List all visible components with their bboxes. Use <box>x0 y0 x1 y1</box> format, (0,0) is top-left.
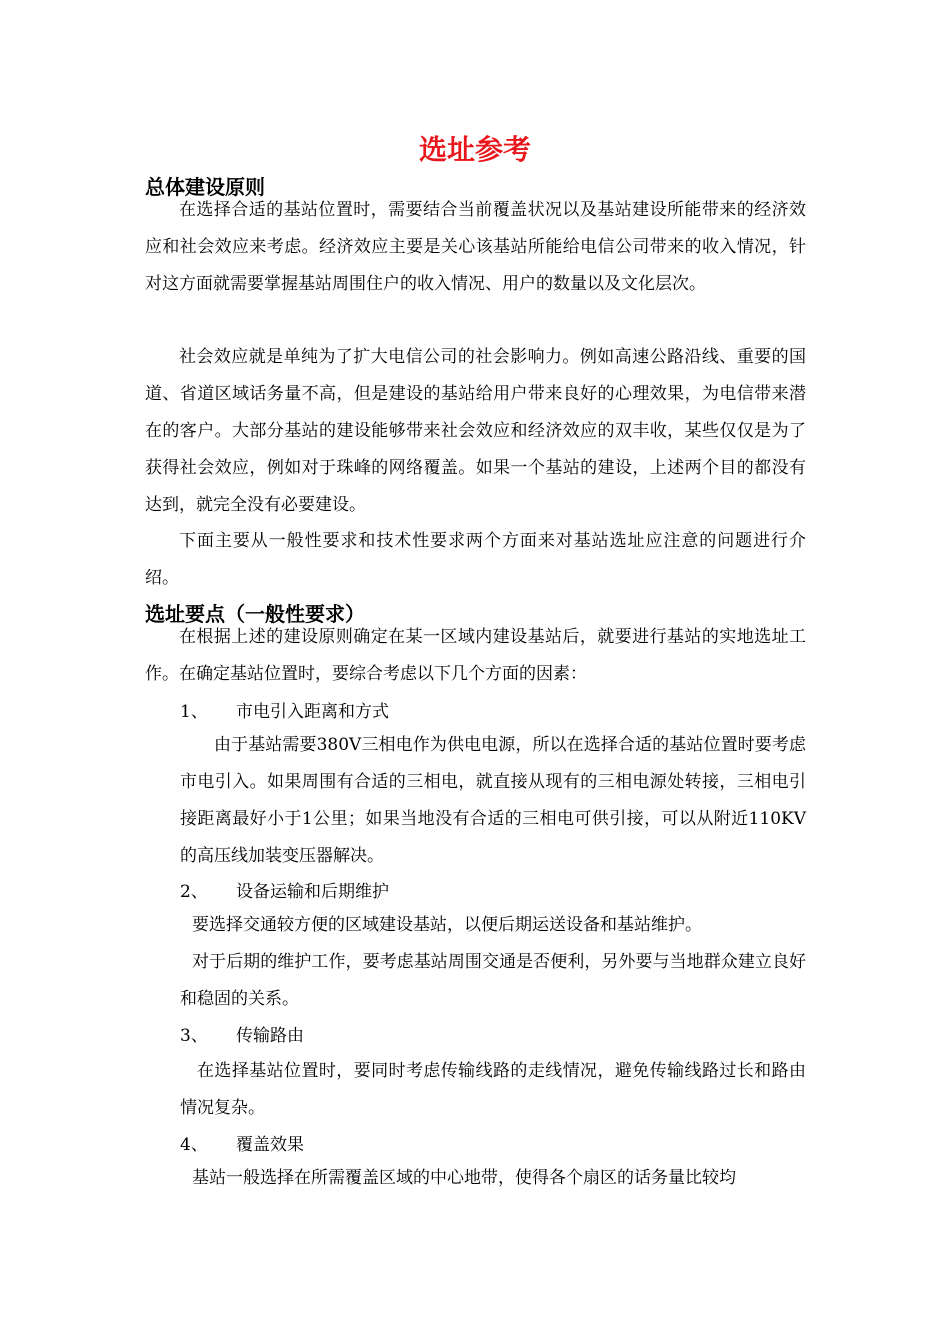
paragraph-maintenance: 对于后期的维护工作，要考虑基站周围交通是否便利，另外要与当地群众建立良好和稳固的关系。 <box>180 952 806 1009</box>
paragraph-overview: 下面主要从一般性要求和技术性要求两个方面来对基站选址应注意的问题进行介绍。 <box>145 531 806 588</box>
paragraph-coverage: 基站一般选择在所需覆盖区域的中心地带，使得各个扇区的话务量比较均 <box>192 1168 736 1188</box>
paragraph-transport: 要选择交通较方便的区域建设基站，以便后期运送设备和基站维护。 <box>192 915 702 935</box>
list-item-transmission <box>180 1023 304 1049</box>
section-heading-principles: 总体建设原则 <box>145 175 265 199</box>
paragraph-power: 由于基站需要380V三相电作为供电电源，所以在选择合适的基站位置时要考虑市电引入。如果周围有合适的三相电，就直接从现有的三相电源处转接，三相电引接距离最好小于1公里；如果当地没有合适的三相电可供引接，可以从附近110KV的高压线加装变压器解决。 <box>180 735 806 866</box>
list-item-power <box>180 699 389 725</box>
item-number: 2、 <box>180 882 208 902</box>
paragraph-economic-effect: 在选择合适的基站位置时，需要结合当前覆盖状况以及基站建设所能带来的经济效应和社会效应来考虑。经济效应主要是关心该基站所能给电信公司带来的收入情况，针对这方面就需要掌握基站周围住户的收入情况、用户的数量以及文化层次。 <box>145 200 806 294</box>
section-heading-site-selection: 选址要点（一般性要求） <box>145 602 365 626</box>
paragraph-social-effect: 社会效应就是单纯为了扩大电信公司的社会影响力。例如高速公路沿线、重要的国道、省道区域话务量不高，但是建设的基站给用户带来良好的心理效果，为电信带来潜在的客户。大部分基站的建设能够带来社会效应和经济效应的双丰收，某些仅仅是为了获得社会效应，例如对于珠峰的网络覆盖。如果一个基站的建设，上述两个目的都没有达到，就完全没有必要建设。 <box>145 347 806 515</box>
item-label: 市电引入距离和方式 <box>236 702 389 722</box>
item-number: 4、 <box>180 1135 208 1155</box>
item-label: 覆盖效果 <box>236 1135 304 1155</box>
list-item-coverage <box>180 1132 304 1158</box>
item-label: 设备运输和后期维护 <box>236 882 389 902</box>
item-number: 1、 <box>180 702 208 722</box>
item-label: 传输路由 <box>236 1026 304 1046</box>
document-title: 选址参考 <box>418 133 531 166</box>
item-number: 3、 <box>180 1026 208 1046</box>
paragraph-transmission: 在选择基站位置时，要同时考虑传输线路的走线情况，避免传输线路过长和路由情况复杂。 <box>180 1061 806 1118</box>
paragraph-selection-intro: 在根据上述的建设原则确定在某一区域内建设基站后，就要进行基站的实地选址工作。在确定基站位置时，要综合考虑以下几个方面的因素： <box>145 627 806 684</box>
list-item-transport <box>180 879 389 905</box>
